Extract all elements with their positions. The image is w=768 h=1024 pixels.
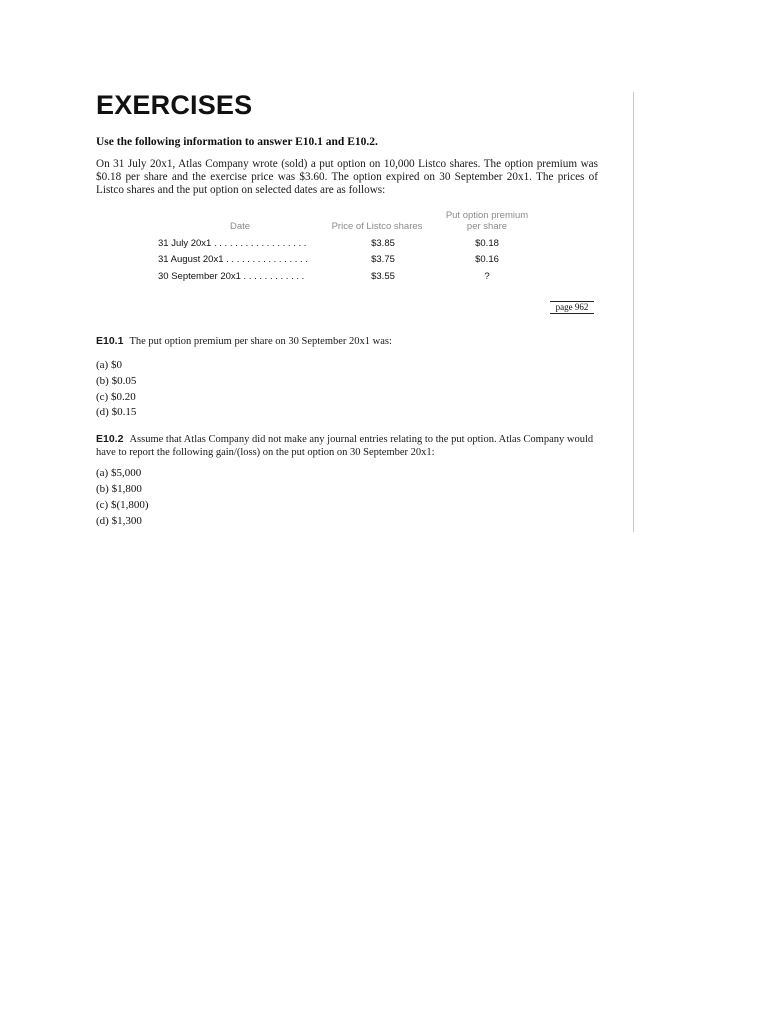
question-e10-1-option-d: (d) $0.15 bbox=[96, 406, 137, 418]
table-row-2-date: 31 August 20x1 . . . . . . . . . . . . . . . . bbox=[158, 254, 308, 265]
page-reference: page 962 bbox=[550, 301, 594, 314]
question-e10-2 bbox=[96, 433, 596, 459]
table-row-1-price: $3.85 bbox=[371, 238, 395, 249]
table-row-3-premium: ? bbox=[484, 271, 490, 282]
question-e10-2-option-d: (d) $1,300 bbox=[96, 515, 142, 527]
question-e10-2-text: Assume that Atlas Company did not make any journal entries relating to the put option. Atlas Company would have to report the following gain/(loss) on the put option on 30 September 20x1: bbox=[96, 434, 594, 458]
question-e10-1 bbox=[96, 335, 596, 348]
question-e10-2-option-a: (a) $5,000 bbox=[96, 467, 142, 479]
table-row-3-date: 30 September 20x1 . . . . . . . . . . . . bbox=[158, 271, 305, 282]
table-row-1-premium: $0.18 bbox=[475, 238, 499, 249]
instruction-text: Use the following information to answer E10.1 and E10.2. bbox=[96, 136, 378, 148]
scenario-paragraph: On 31 July 20x1, Atlas Company wrote (sold) a put option on 10,000 Listco shares. The option premium was $0.18 per share and the exercise price was $3.60. The option expired on 30 September 20x1. The prices of Listco shares and the put option on selected dates are as follows: bbox=[96, 158, 598, 196]
table-row-2-price: $3.75 bbox=[371, 254, 395, 265]
question-e10-1-option-c: (c) $0.20 bbox=[96, 391, 136, 403]
table-header-date: Date bbox=[229, 221, 251, 232]
question-e10-1-option-a: (a) $0 bbox=[96, 359, 122, 371]
table-row-2-premium: $0.16 bbox=[475, 254, 499, 265]
question-e10-1-id: E10.1 bbox=[96, 335, 124, 347]
question-e10-1-text: The put option premium per share on 30 September 20x1 was: bbox=[129, 336, 392, 347]
table-row-3-price: $3.55 bbox=[371, 271, 395, 282]
question-e10-1-option-b: (b) $0.05 bbox=[96, 375, 137, 387]
question-e10-2-option-b: (b) $1,800 bbox=[96, 483, 142, 495]
table-header-premium-line1: Put option premium bbox=[445, 210, 529, 221]
page-title: EXERCISES bbox=[96, 90, 253, 120]
table-header-premium-line2: per share bbox=[466, 221, 508, 232]
question-e10-2-option-c: (c) $(1,800) bbox=[96, 499, 149, 511]
table-row-1-date: 31 July 20x1 . . . . . . . . . . . . . . . . . . bbox=[158, 238, 307, 249]
margin-rule bbox=[633, 92, 634, 532]
question-e10-2-id: E10.2 bbox=[96, 433, 124, 445]
table-header-price: Price of Listco shares bbox=[331, 221, 423, 232]
